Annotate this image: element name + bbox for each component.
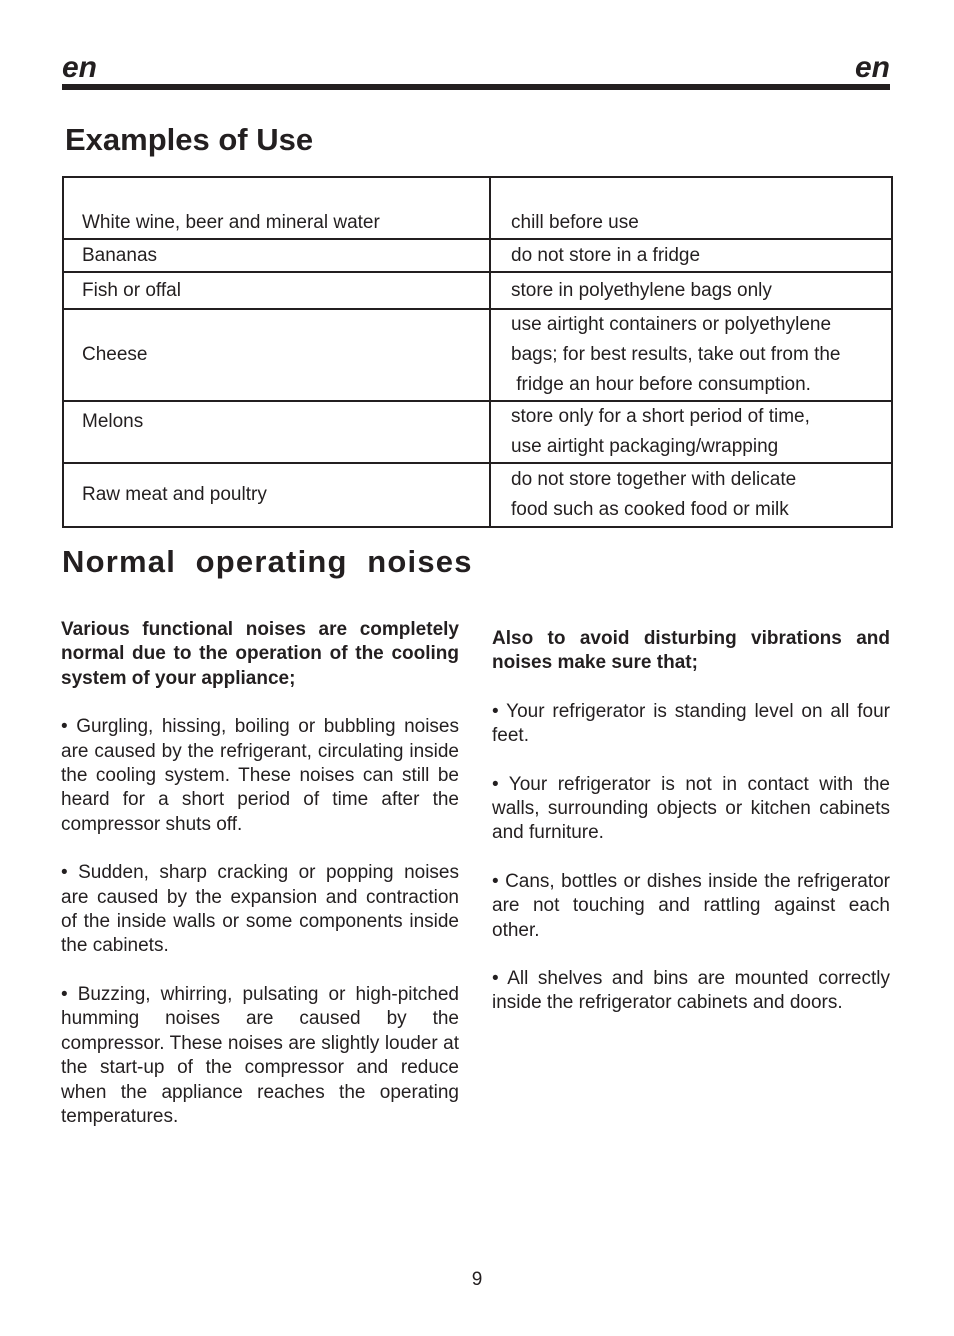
table-row <box>63 309 892 401</box>
food-cell: Fish or offal <box>63 272 490 309</box>
language-label-left: en <box>62 51 98 84</box>
vibration-intro: Also to avoid disturbing vibrations and noises make sure that; <box>492 628 890 674</box>
noises-title: Normal operating noises <box>62 544 473 579</box>
language-label-right: en <box>854 51 890 84</box>
food-cell: Cheese <box>63 309 490 401</box>
page-number: 9 <box>471 1269 483 1290</box>
header-rule <box>62 84 890 90</box>
tip-line: store in polyethylene bags only <box>511 279 772 301</box>
examples-title: Examples of Use <box>65 122 314 157</box>
tip-cell <box>490 309 892 401</box>
noise-item: • Gurgling, hissing, boiling or bubbling noises are caused by the refrigerant, circulating inside the cooling system. These noises can still be heard for a short period of time after the compressor shuts off. <box>61 716 459 835</box>
food-cell: Raw meat and poultry <box>63 463 490 527</box>
tip-line: do not store together with delicate <box>511 469 797 490</box>
noises-right-column <box>492 627 890 1040</box>
tip-cell <box>490 272 892 309</box>
vibration-item: • All shelves and bins are mounted correctly inside the refrigerator cabinets and doors. <box>492 968 890 1014</box>
tip-line: chill before use <box>511 212 639 233</box>
vibration-item: • Your refrigerator is not in contact with the walls, surrounding objects or kitchen cabinets and furniture. <box>492 773 890 844</box>
noises-intro: Various functional noises are completely normal due to the operation of the cooling system of your appliance; <box>61 619 459 689</box>
tip-line: bags; for best results, take out from the <box>511 344 841 365</box>
examples-table <box>62 176 893 528</box>
noise-item: • Buzzing, whirring, pulsating or high-pitched humming noises are caused by the compressor. These noises are slightly louder at the start-up of the compressor and reduce when the appliance reaches the operating temperatures. <box>61 983 459 1127</box>
tip-line: use airtight containers or polyethylene <box>511 314 832 335</box>
table-row <box>63 463 892 527</box>
vibration-item: • Your refrigerator is standing level on all four feet. <box>492 700 890 747</box>
food-cell: Melons <box>63 401 490 463</box>
tip-line: use airtight packaging/wrapping <box>511 436 779 457</box>
table-row <box>63 239 892 272</box>
tip-cell <box>490 239 892 272</box>
vibration-item: • Cans, bottles or dishes inside the refrigerator are not touching and rattling against each other. <box>492 870 890 941</box>
noises-left-column <box>61 618 459 1153</box>
tip-cell <box>490 463 892 527</box>
tip-line: store only for a short period of time, <box>511 406 810 427</box>
food-cell: Bananas <box>63 239 490 272</box>
tip-line: do not store in a fridge <box>511 244 701 266</box>
food-cell: White wine, beer and mineral water <box>63 177 490 239</box>
table-row <box>63 272 892 309</box>
tip-cell <box>490 401 892 463</box>
tip-line: food such as cooked food or milk <box>511 499 789 520</box>
tip-cell <box>490 177 892 239</box>
table-row <box>63 177 892 239</box>
noise-item: • Sudden, sharp cracking or popping noises are caused by the expansion and contraction of the inside walls or some components inside the cabinets. <box>61 862 459 957</box>
table-row <box>63 401 892 463</box>
tip-line: fridge an hour before consumption. <box>511 374 811 395</box>
